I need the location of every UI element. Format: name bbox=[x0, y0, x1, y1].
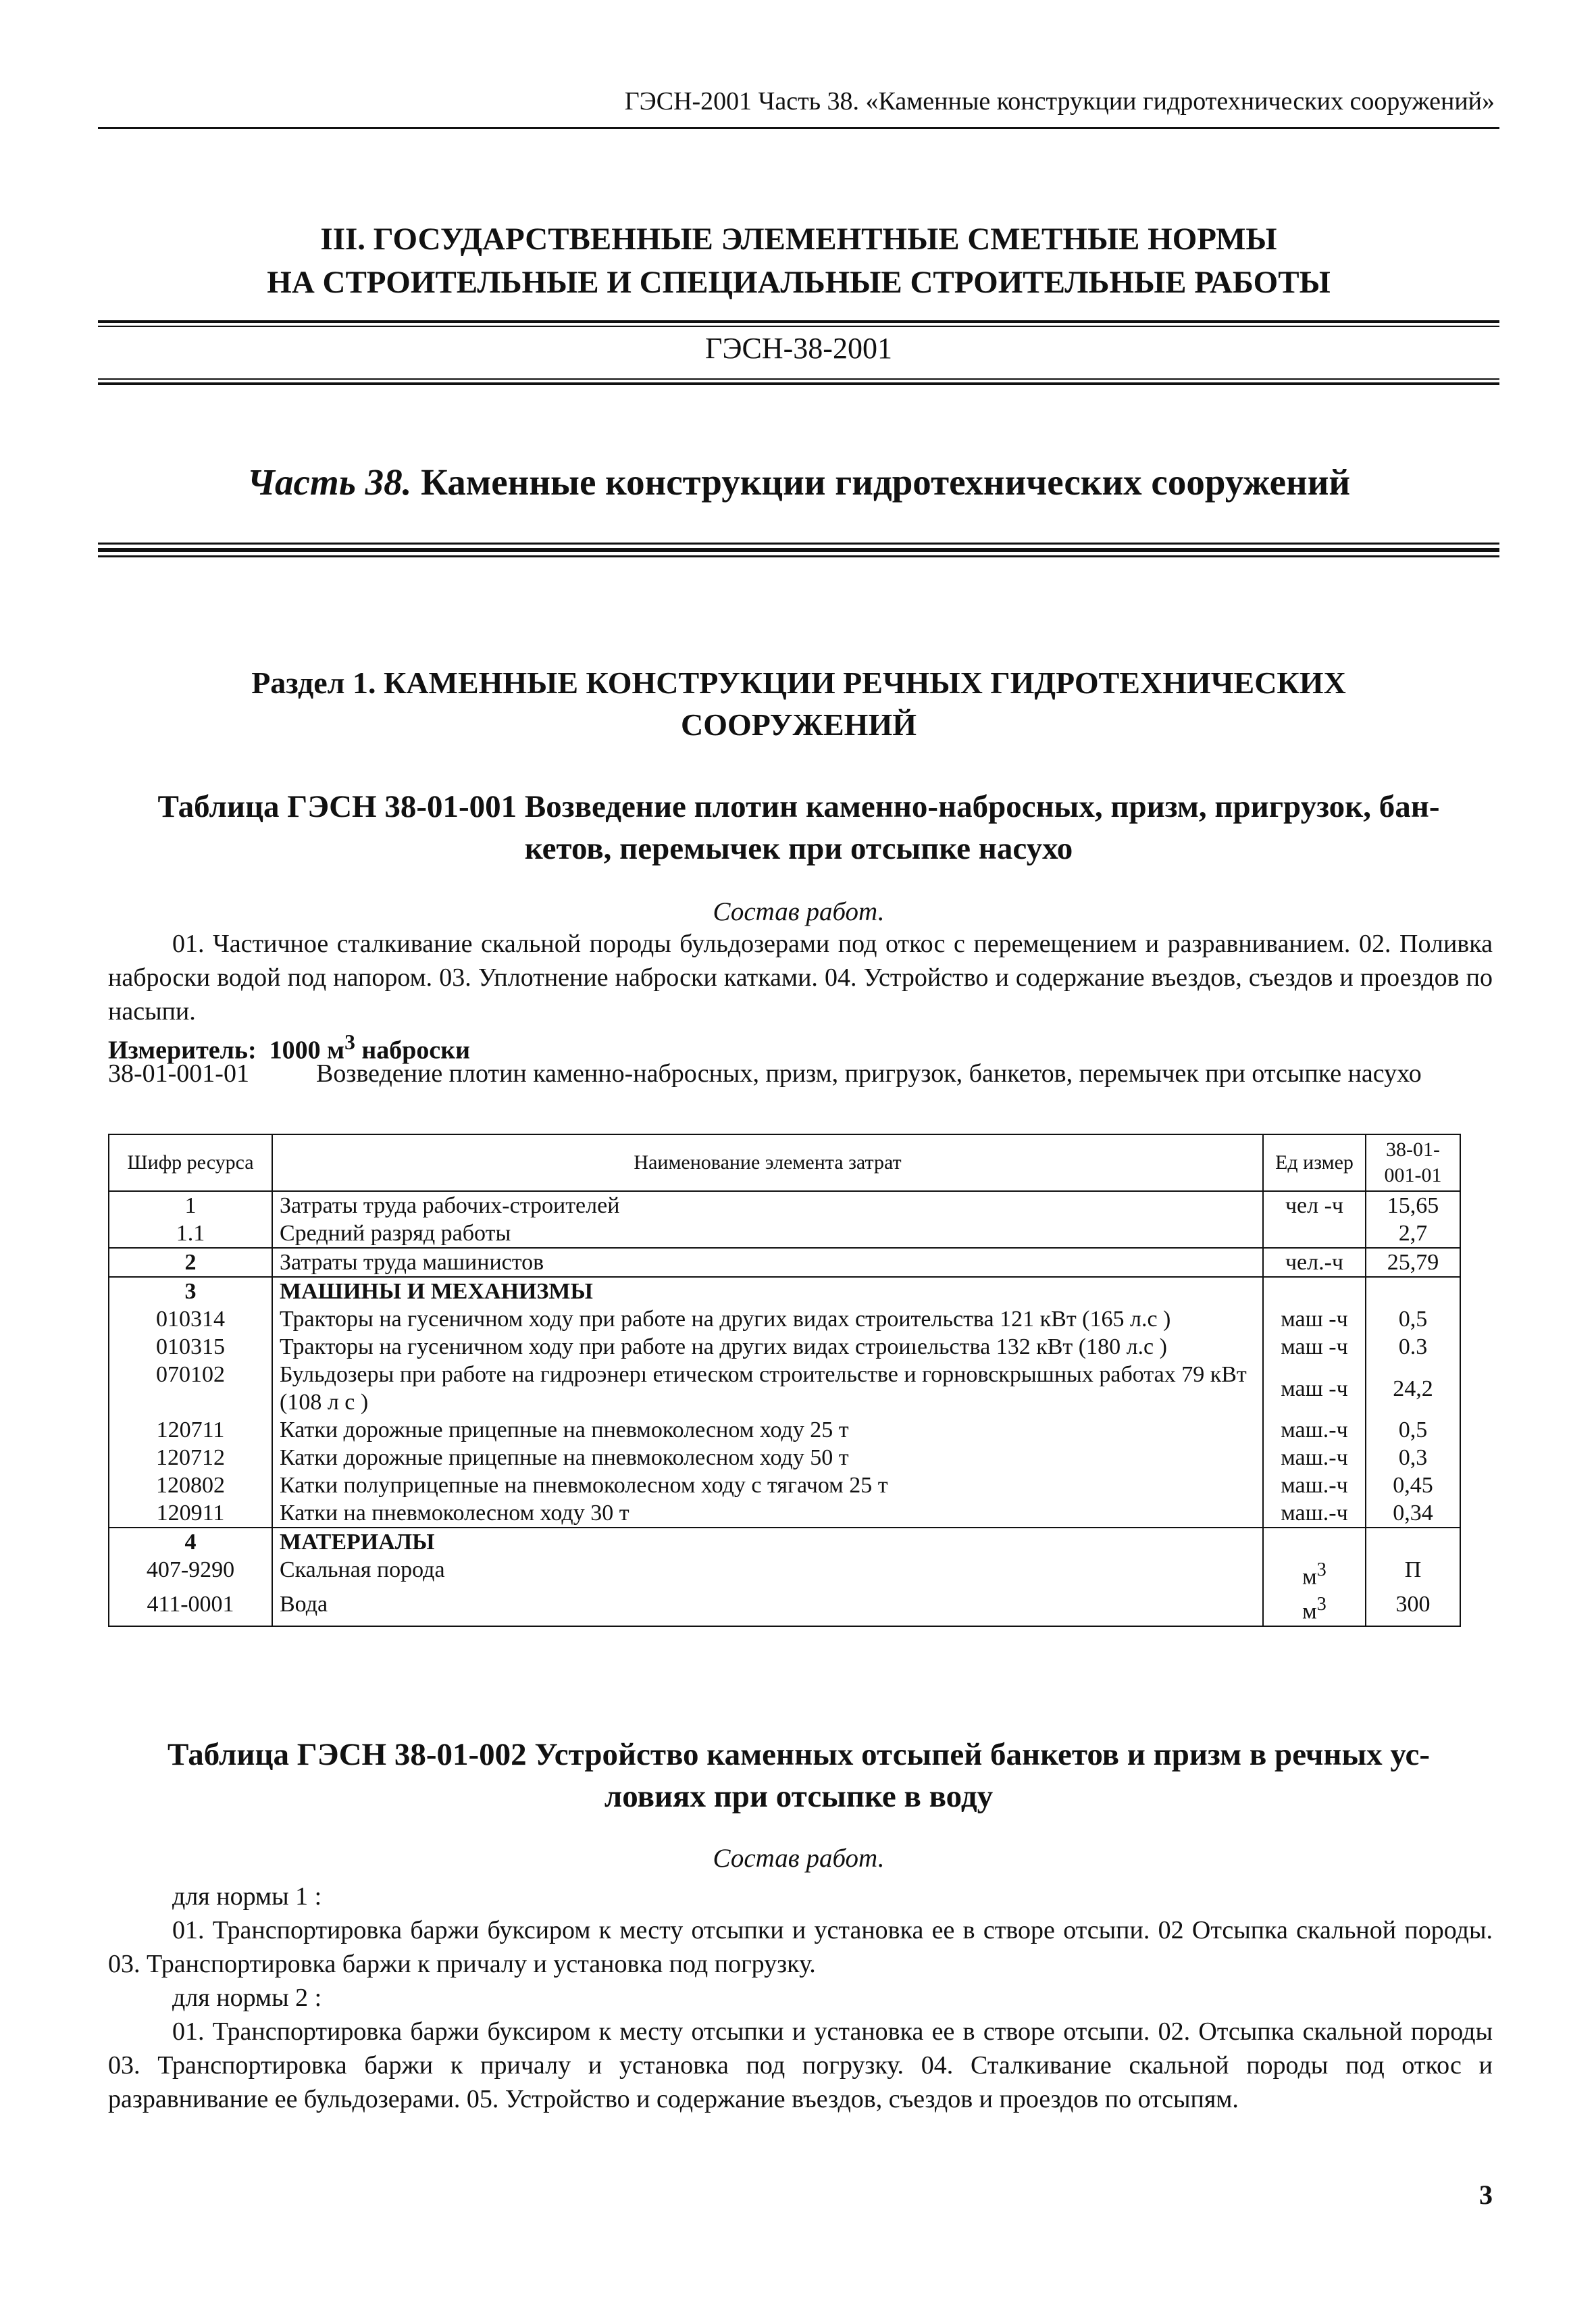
table-row bbox=[109, 1416, 1460, 1444]
row-name: Катки на пневмоколесном ходу 30 т bbox=[272, 1499, 1263, 1528]
title-rule-top bbox=[98, 320, 1499, 323]
row-value: 0,45 bbox=[1366, 1472, 1460, 1499]
row-unit: маш.-ч bbox=[1263, 1499, 1366, 1528]
row-name: Скальная порода bbox=[272, 1556, 1263, 1590]
part-rule-2 bbox=[98, 548, 1499, 552]
table2-norm1-label bbox=[108, 1880, 1493, 1913]
row-value: 0,5 bbox=[1366, 1305, 1460, 1333]
row-name: Средний разряд работы bbox=[272, 1219, 1263, 1248]
row-name: Тракторы на гусеничном ходу при работе на других видах строительства 121 кВт (165 л.с ) bbox=[272, 1305, 1263, 1333]
norm-description: Возведение плотин каменно-набросных, призм, пригрузок, банкетов, перемычек при отсыпке насухо bbox=[316, 1059, 1422, 1088]
table2-work-heading: Состав работ. bbox=[713, 1844, 885, 1873]
row-value: 2,7 bbox=[1366, 1219, 1460, 1248]
row-code: 1.1 bbox=[109, 1219, 272, 1248]
col-name-header: Наименование элемента затрат bbox=[272, 1134, 1263, 1191]
measure-value: 1000 м bbox=[269, 1036, 345, 1065]
row-code: 120802 bbox=[109, 1472, 272, 1499]
table1-work-text bbox=[108, 927, 1493, 1028]
table1-work-heading: Состав работ. bbox=[713, 897, 885, 926]
row-code: 407-9290 bbox=[109, 1556, 272, 1590]
table-row bbox=[109, 1499, 1460, 1528]
title-rule-bottom bbox=[98, 382, 1499, 385]
col-value-header-line1: 38-01- bbox=[1386, 1138, 1440, 1161]
row-unit-sup: 3 bbox=[1316, 1559, 1327, 1580]
row-value bbox=[1366, 1528, 1460, 1556]
row-code: 120711 bbox=[109, 1416, 272, 1444]
section-title-line2: СООРУЖЕНИЙ bbox=[681, 707, 917, 742]
table-row bbox=[109, 1305, 1460, 1333]
row-value: 0,5 bbox=[1366, 1416, 1460, 1444]
row-unit: чел.-ч bbox=[1263, 1248, 1366, 1277]
main-title-line1: III. ГОСУДАРСТВЕННЫЕ ЭЛЕМЕНТНЫЕ СМЕТНЫЕ НОРМЫ bbox=[320, 222, 1277, 257]
row-code: 2 bbox=[109, 1248, 272, 1277]
page-number: 3 bbox=[1479, 2180, 1493, 2210]
row-unit: маш.-ч bbox=[1263, 1444, 1366, 1472]
row-unit bbox=[1263, 1219, 1366, 1248]
row-unit: маш -ч bbox=[1263, 1361, 1366, 1416]
row-name: Тракторы на гусеничном ходу при работе на других видах строиıельства 132 кВт (180 л.с ) bbox=[272, 1333, 1263, 1361]
table2-norm1-text bbox=[108, 1913, 1493, 1981]
norm-code-title: ГЭСН-38-2001 bbox=[705, 332, 892, 365]
row-unit bbox=[1263, 1277, 1366, 1305]
row-unit-sup: 3 bbox=[1316, 1594, 1327, 1615]
table1-work-text-body: 01. Частичное сталкивание скальной породы бульдозерами под откос с перемещением и разравниванием. 02. Поливка наброски водой под напором. 03. Уплотнение наброски катками. 04. Устройство и содержание въездов, съездов и проездов по насыпи. bbox=[108, 930, 1493, 1026]
part-label: Часть 38. bbox=[247, 461, 412, 503]
table-row bbox=[109, 1528, 1460, 1556]
table-row bbox=[109, 1556, 1460, 1590]
main-title bbox=[98, 218, 1499, 304]
col-value-header bbox=[1366, 1134, 1460, 1191]
part-name: Каменные конструкции гидротехнических сооружений bbox=[421, 461, 1351, 503]
row-name: Затраты труда машинистов bbox=[272, 1248, 1263, 1277]
measure-label: Измеритель: bbox=[108, 1036, 257, 1065]
row-code: 070102 bbox=[109, 1361, 272, 1416]
table1-title-line2: кетов, перемычек при отсыпке насухо bbox=[524, 831, 1073, 866]
table-row bbox=[109, 1248, 1460, 1277]
row-value: 24,2 bbox=[1366, 1361, 1460, 1416]
norm-code: 38-01-001-01 bbox=[108, 1059, 249, 1088]
row-unit bbox=[1263, 1590, 1366, 1626]
row-unit bbox=[1263, 1528, 1366, 1556]
title-rule-top-thin bbox=[98, 326, 1499, 327]
section-title-line1: Раздел 1. КАМЕННЫЕ КОНСТРУКЦИИ РЕЧНЫХ ГИДРОТЕХНИЧЕСКИХ bbox=[251, 665, 1346, 700]
row-name: Бульдозеры при работе на гидроэнерı етическом строительстве и горновскрышных работах 79 кВт (108 л с ) bbox=[272, 1361, 1263, 1416]
col-code-header: Шифр ресурса bbox=[109, 1134, 272, 1191]
row-code: 120712 bbox=[109, 1444, 272, 1472]
row-name: Катки дорожные прицепные на пневмоколесном ходу 25 т bbox=[272, 1416, 1263, 1444]
row-unit: маш.-ч bbox=[1263, 1416, 1366, 1444]
row-value: П bbox=[1366, 1556, 1460, 1590]
row-value bbox=[1366, 1277, 1460, 1305]
row-unit-text: м bbox=[1302, 1599, 1317, 1624]
row-unit-text: м bbox=[1302, 1564, 1317, 1590]
row-code: 1 bbox=[109, 1191, 272, 1219]
table-row bbox=[109, 1219, 1460, 1248]
row-code: 120911 bbox=[109, 1499, 272, 1528]
row-value: 15,65 bbox=[1366, 1191, 1460, 1219]
running-header: ГЭСН-2001 Часть 38. «Каменные конструкции гидротехнических сооружений» bbox=[624, 87, 1495, 116]
table1-title-line1: Таблица ГЭСН 38-01-001 Возведение плотин каменно-набросных, призм, пригрузок, бан- bbox=[157, 789, 1440, 824]
row-unit: маш -ч bbox=[1263, 1305, 1366, 1333]
row-name: Затраты труда рабочих-строителей bbox=[272, 1191, 1263, 1219]
row-value: 25,79 bbox=[1366, 1248, 1460, 1277]
table2-norm2-label bbox=[108, 1981, 1493, 2015]
row-name: Катки дорожные прицепные на пневмоколесном ходу 50 т bbox=[272, 1444, 1263, 1472]
row-code: 010315 bbox=[109, 1333, 272, 1361]
table2-title bbox=[98, 1734, 1499, 1817]
row-value: 0.3 bbox=[1366, 1333, 1460, 1361]
col-unit-header: Ед измер bbox=[1263, 1134, 1366, 1191]
part-rule-3 bbox=[98, 555, 1499, 557]
norm1-label-text: для нормы 1 : bbox=[172, 1882, 322, 1911]
row-unit: чел -ч bbox=[1263, 1191, 1366, 1219]
main-title-line2: НА СТРОИТЕЛЬНЫЕ И СПЕЦИАЛЬНЫЕ СТРОИТЕЛЬНЫЕ РАБОТЫ bbox=[267, 265, 1331, 300]
row-value: 0,3 bbox=[1366, 1444, 1460, 1472]
table-header-row bbox=[109, 1134, 1460, 1191]
col-value-header-line2: 001-01 bbox=[1384, 1164, 1442, 1186]
row-unit: маш -ч bbox=[1263, 1333, 1366, 1361]
norm2-text-body: 01. Транспортировка баржи буксиром к месту отсыпки и установка ее в створе отсыпи. 02. Отсыпка скальной породы 03. Транспортировка баржи к причалу и установка под погрузку. 04. Сталкивание скальной породы под откос и разравнивание ее бульдозерами. 05. Устройство и содержание въездов, съездов и проездов по отсыпям. bbox=[108, 2017, 1493, 2113]
resource-table bbox=[108, 1134, 1461, 1627]
row-value: 300 bbox=[1366, 1590, 1460, 1626]
row-value: 0,34 bbox=[1366, 1499, 1460, 1528]
row-code: 4 bbox=[109, 1528, 272, 1556]
table2-title-line2: ловиях при отсыпке в воду bbox=[604, 1779, 994, 1814]
header-rule bbox=[98, 127, 1499, 129]
row-code: 411-0001 bbox=[109, 1590, 272, 1626]
row-name: Катки полуприцепные на пневмоколесном ходу с тягачом 25 т bbox=[272, 1472, 1263, 1499]
table-row bbox=[109, 1333, 1460, 1361]
norm2-label-text: для нормы 2 : bbox=[172, 1984, 322, 2012]
row-name: МАТЕРИАЛЫ bbox=[272, 1528, 1263, 1556]
norm1-text-body: 01. Транспортировка баржи буксиром к месту отсыпки и установка ее в створе отсыпи. 02 Отсыпка скальной породы. 03. Транспортировка баржи к причалу и установка под погрузку. bbox=[108, 1916, 1493, 1978]
table1-title bbox=[98, 786, 1499, 870]
table-row bbox=[109, 1590, 1460, 1626]
row-name: МАШИНЫ И МЕХАНИЗМЫ bbox=[272, 1277, 1263, 1305]
table2-norm2-text bbox=[108, 2015, 1493, 2116]
row-unit bbox=[1263, 1556, 1366, 1590]
table-row bbox=[109, 1472, 1460, 1499]
table-row bbox=[109, 1361, 1460, 1416]
part-rule-1 bbox=[98, 543, 1499, 545]
table-row bbox=[109, 1191, 1460, 1219]
measure-tail: наброски bbox=[361, 1036, 471, 1065]
table2-title-line1: Таблица ГЭСН 38-01-002 Устройство каменных отсыпей банкетов и призм в речных ус- bbox=[168, 1737, 1430, 1772]
row-code: 010314 bbox=[109, 1305, 272, 1333]
part-title bbox=[98, 461, 1499, 504]
row-code: 3 bbox=[109, 1277, 272, 1305]
title-rule-bottom-thin bbox=[98, 378, 1499, 380]
section-title bbox=[98, 662, 1499, 746]
table-row bbox=[109, 1444, 1460, 1472]
measure-sup: 3 bbox=[344, 1030, 355, 1054]
row-unit: маш.-ч bbox=[1263, 1472, 1366, 1499]
row-name: Вода bbox=[272, 1590, 1263, 1626]
table-row bbox=[109, 1277, 1460, 1305]
